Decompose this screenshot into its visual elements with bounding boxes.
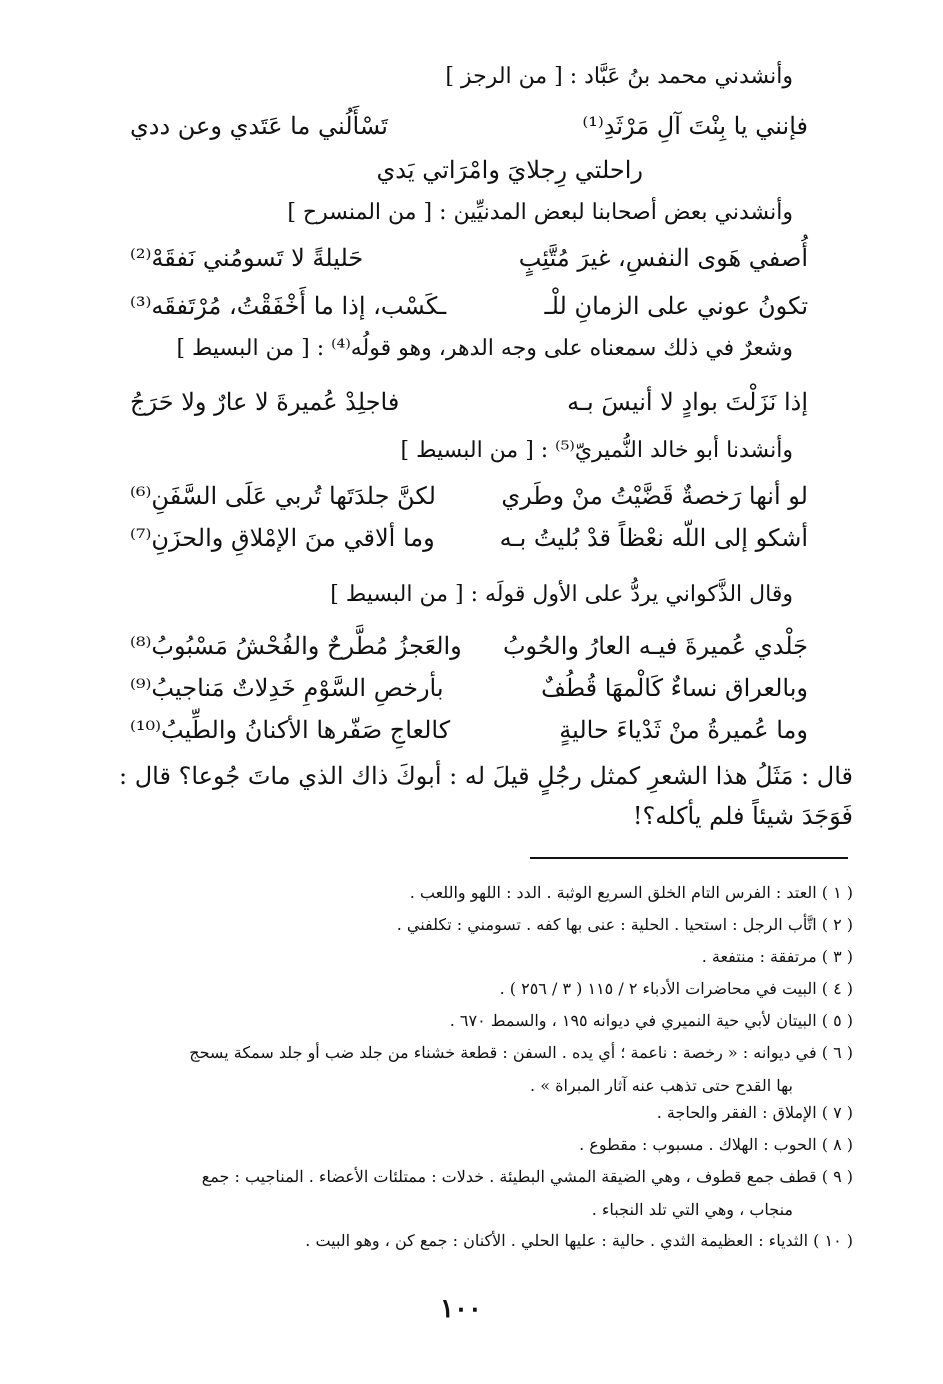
verse-line: راحلتي رِجلايَ وامْرَاتي يَدي [376, 156, 643, 184]
poem-intro: وشعرٌ في ذلك سمعناه على وجه الدهر، وهو قولُه⁽⁴⁾ : [ من البسيط ] [176, 336, 793, 361]
verse-hemistich: تكونُ عوني على الزمانِ للْـ [544, 292, 808, 320]
footnote: ( ٢ ) اتَّأب الرجل : استحيا . الحلية : عنى بها كفه . تسومني : تكلفني . [396, 915, 853, 934]
poem-intro: وأنشدنا أبو خالد النُّميريّ⁽⁵⁾ : [ من البسيط ] [400, 438, 793, 463]
footnote: ( ٦ ) في ديوانه : « رخصة : ناعمة ؛ أي يده . السفن : قطعة خشناء من جلد ضب أو جلد سمكة يسحج [189, 1043, 853, 1062]
verse-hemistich: فاجلِدْ عُميرةَ لا عارٌ ولا حَرَجُ [130, 388, 400, 416]
verse-hemistich: بأرخصِ السَّوْمِ خَدِلاتٌ مَناجيبُ⁽⁹⁾ [130, 674, 444, 702]
footnote: ( ٣ ) مرتفقة : منتفعة . [701, 947, 853, 966]
verse-hemistich: لو أنها رَخصةٌ قَضَّيْتُ منْ وطَري [501, 482, 808, 510]
poem-intro: وأنشدني بعض أصحابنا لبعض المدنيِّين : [ من المنسرح ] [287, 200, 793, 225]
footnote: ( ١ ) العتد : الفرس التام الخلق السريع الوثبة . الدد : اللهو واللعب . [409, 883, 853, 902]
footnote: ( ٨ ) الحوب : الهلاك . مسبوب : مقطوع . [579, 1135, 853, 1154]
verse-hemistich: لكنَّ جلدَتَها تُربي عَلَى السَّفَنِ⁽⁶⁾ [130, 482, 436, 510]
page-number: ١٠٠ [440, 1294, 482, 1324]
footnote-continuation: منجاب ، وهي التي تلد النجباء . [591, 1200, 793, 1219]
verse-hemistich: أُصفي هَوى النفسِ، غيرَ مُتَّئِبٍ [518, 244, 808, 272]
verse-hemistich: والعَجزُ مُطَّرحٌ والفُحْشُ مَسْبُوبُ⁽⁸⁾ [130, 632, 462, 660]
footnote: ( ٤ ) البيت في محاضرات الأدباء ٢ / ١١٥ ( ٣ / ٢٥٦ ) . [499, 979, 853, 998]
verse-hemistich: إذا نَزَلْتَ بوادٍ لا أنيسَ بـه [567, 388, 808, 416]
verse-hemistich: وبالعراق نساءٌ كَالْمهَا قُطُفٌ [541, 674, 808, 702]
footnote: ( ٧ ) الإملاق : الفقر والحاجة . [656, 1103, 853, 1122]
verse-hemistich: حَليلةً لا تَسومُني نَفقَهْ⁽²⁾ [130, 244, 364, 272]
footnote-separator [530, 857, 848, 859]
verse-hemistich: فإنني يا بِنْتَ آلِ مَرْثَدِ⁽¹⁾ [582, 112, 808, 140]
verse-hemistich: تَسْأَلُني ما عَتَدي وعن ددي [130, 112, 388, 140]
prose-paragraph: قال : مَثَلُ هذا الشعرِ كمثل رجُلٍ قيلَ له : أبوكَ ذاك الذي ماتَ جُوعا؟ قال : [119, 762, 853, 790]
prose-paragraph: فَوَجَدَ شيئاً فلم يأكله؟! [632, 802, 853, 830]
verse-hemistich: ـكَسْب، إذا ما أَخْفَقْتُ، مُرْتَفقَه⁽³⁾ [130, 292, 447, 320]
verse-hemistich: كالعاجِ صَفّرها الأكنانُ والطِّيبُ⁽¹⁰⁾ [130, 716, 451, 744]
footnote: ( ١٠ ) الثدياء : العظيمة الثدي . حالية : عليها الحلي . الأكنان : جمع كن ، وهو البيت . [305, 1231, 853, 1250]
verse-hemistich: وما عُميرةُ منْ ثَدْياءَ حاليةٍ [559, 716, 808, 744]
footnote: ( ٩ ) قطف جمع قطوف ، وهي الضيقة المشي البطيئة . خدلات : ممتلئات الأعضاء . المناجيب : جمع [201, 1167, 853, 1186]
footnote-continuation: بها القدح حتى تذهب عنه آثار المبراة » . [530, 1076, 793, 1095]
poem-intro: وأنشدني محمد بنُ عَبَّاد : [ من الرجز ] [445, 64, 793, 89]
verse-hemistich: أشكو إلى اللّه نعْظاً قدْ بُليتُ بـه [499, 524, 808, 552]
footnote: ( ٥ ) البيتان لأبي حية النميري في ديوانه ١٩٥ ، والسمط ٦٧٠ . [449, 1011, 853, 1030]
poem-intro: وقال الذَّكواني يردُّ على الأول قولَه : [ من البسيط ] [330, 582, 793, 607]
verse-hemistich: وما ألاقي منَ الإمْلاقِ والحزَنِ⁽⁷⁾ [130, 524, 435, 552]
verse-hemistich: جَلْدي عُميرةَ فيـه العارُ والحُوبُ [502, 632, 808, 660]
